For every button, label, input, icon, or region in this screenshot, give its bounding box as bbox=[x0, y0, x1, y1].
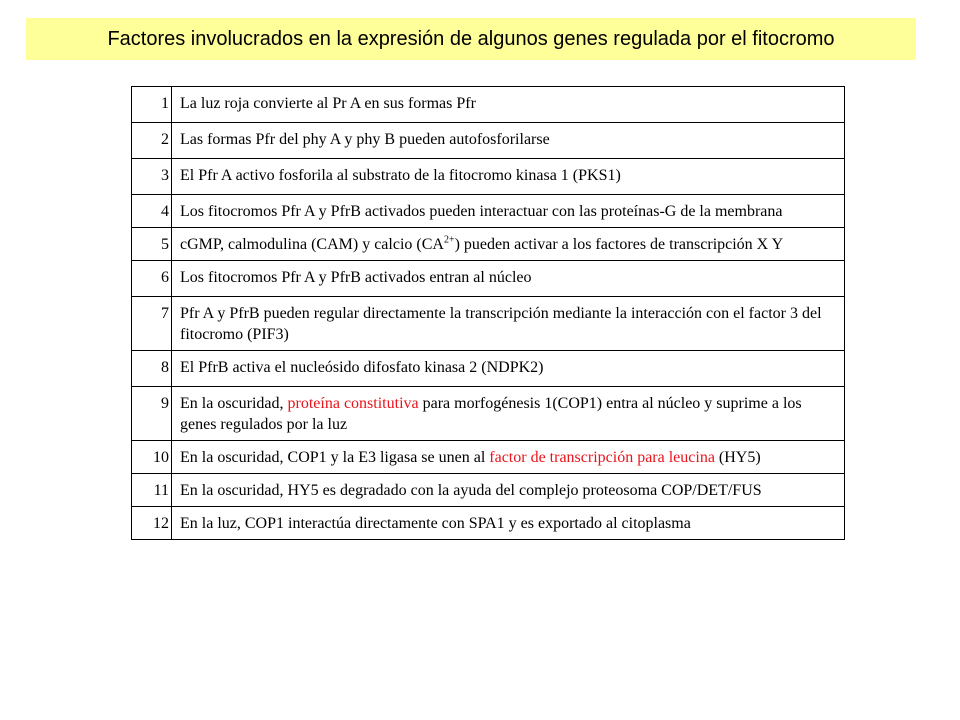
table-row bbox=[132, 261, 845, 297]
row-number: 6 bbox=[132, 261, 172, 297]
highlighted-term: proteína constitutiva bbox=[287, 395, 419, 412]
row-text: En la luz, COP1 interactúa directamente con SPA1 y es exportado al citoplasma bbox=[172, 507, 845, 540]
row-number: 5 bbox=[132, 228, 172, 261]
page-title: Factores involucrados en la expresión de algunos genes regulada por el fitocromo bbox=[107, 27, 835, 50]
row-number: 3 bbox=[132, 159, 172, 195]
row-text: Pfr A y PfrB pueden regular directamente la transcripción mediante la interacción con el factor 3 del fitocromo (PIF3) bbox=[172, 297, 845, 351]
highlighted-term: factor de transcripción para leucina bbox=[489, 449, 715, 466]
table-row bbox=[132, 507, 845, 540]
row-number: 1 bbox=[132, 87, 172, 123]
row-text-part: para morfogénesis 1(COP1) entra al núcleo y suprime a los genes regulados por la luz bbox=[180, 395, 802, 433]
title-banner bbox=[26, 18, 916, 60]
row-number: 12 bbox=[132, 507, 172, 540]
row-text: En la oscuridad, HY5 es degradado con la ayuda del complejo proteosoma COP/DET/FUS bbox=[172, 474, 845, 507]
row-text bbox=[172, 441, 845, 474]
row-number: 7 bbox=[132, 297, 172, 351]
row-text-part: cGMP, calmodulina (CAM) y calcio (CA bbox=[180, 236, 444, 253]
factors-table bbox=[131, 86, 845, 540]
row-text: El Pfr A activo fosforila al substrato de la fitocromo kinasa 1 (PKS1) bbox=[172, 159, 845, 195]
table-row bbox=[132, 159, 845, 195]
row-text-part: ) pueden activar a los factores de transcripción X Y bbox=[454, 236, 784, 253]
row-number: 11 bbox=[132, 474, 172, 507]
row-text-part: En la oscuridad, bbox=[180, 395, 288, 412]
table-row bbox=[132, 87, 845, 123]
row-text: Los fitocromos Pfr A y PfrB activados pueden interactuar con las proteínas-G de la membrana bbox=[172, 195, 845, 228]
row-text: Los fitocromos Pfr A y PfrB activados entran al núcleo bbox=[172, 261, 845, 297]
table-row bbox=[132, 228, 845, 261]
row-text: El PfrB activa el nucleósido difosfato kinasa 2 (NDPK2) bbox=[172, 351, 845, 387]
row-number: 8 bbox=[132, 351, 172, 387]
table-row bbox=[132, 474, 845, 507]
table-row bbox=[132, 351, 845, 387]
row-text: Las formas Pfr del phy A y phy B pueden autofosforilarse bbox=[172, 123, 845, 159]
row-number: 9 bbox=[132, 387, 172, 441]
table-row bbox=[132, 195, 845, 228]
row-number: 2 bbox=[132, 123, 172, 159]
row-text bbox=[172, 387, 845, 441]
table-row bbox=[132, 123, 845, 159]
table-row bbox=[132, 387, 845, 441]
superscript-charge: 2+ bbox=[443, 234, 455, 246]
row-number: 4 bbox=[132, 195, 172, 228]
table-row bbox=[132, 297, 845, 351]
row-text-part: (HY5) bbox=[714, 449, 761, 466]
row-text-part: En la oscuridad, COP1 y la E3 ligasa se unen al bbox=[180, 449, 490, 466]
row-text bbox=[172, 228, 845, 261]
row-text: La luz roja convierte al Pr A en sus formas Pfr bbox=[172, 87, 845, 123]
table-row bbox=[132, 441, 845, 474]
row-number: 10 bbox=[132, 441, 172, 474]
